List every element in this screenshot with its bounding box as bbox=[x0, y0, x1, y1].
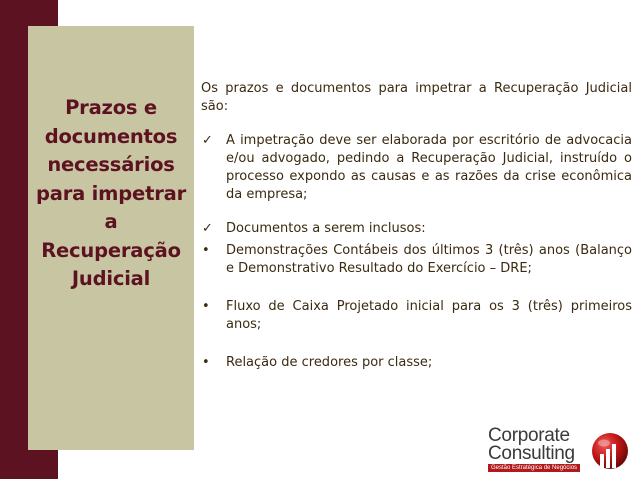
list-item-text: Documentos a serem inclusos: bbox=[226, 221, 426, 236]
list-item bbox=[200, 132, 632, 204]
company-logo bbox=[488, 424, 634, 472]
bullet-icon: • bbox=[202, 299, 210, 314]
check-icon: ✓ bbox=[202, 133, 213, 148]
bullet-icon: • bbox=[202, 243, 210, 258]
sphere-chart-icon bbox=[591, 432, 629, 470]
list-item bbox=[200, 354, 632, 372]
bullet-icon: • bbox=[202, 355, 210, 370]
logo-wordmark-line1: Corporate bbox=[488, 425, 570, 446]
list-item-text: A impetração deve ser elaborada por escritório de advocacia e/ou advogado, pedindo a Recuperação Judicial, instruído o processo expondo as causas e as razões da crise econômica da empresa; bbox=[226, 133, 632, 202]
slide-title: Prazos e documentos necessários para impetrar a Recuperação Judicial bbox=[36, 96, 186, 290]
intro-paragraph: Os prazos e documentos para impetrar a Recuperação Judicial são: bbox=[201, 81, 632, 114]
check-icon: ✓ bbox=[202, 221, 213, 236]
logo-tagline: Gestão Estratégica de Negócios bbox=[488, 464, 580, 472]
content-body bbox=[200, 80, 632, 372]
logo-wordmark-line2: Consulting bbox=[488, 443, 575, 464]
list-item bbox=[200, 242, 632, 278]
title-panel bbox=[28, 26, 194, 450]
list-item-text: Relação de credores por classe; bbox=[226, 355, 433, 370]
list-item-text: Fluxo de Caixa Projetado inicial para os 3 (três) primeiros anos; bbox=[226, 299, 632, 332]
list-item bbox=[200, 298, 632, 334]
list-item-text: Demonstrações Contábeis dos últimos 3 (três) anos (Balanço e Demonstrativo Resultado do Exercício – DRE; bbox=[226, 243, 632, 276]
list-item bbox=[200, 220, 632, 238]
